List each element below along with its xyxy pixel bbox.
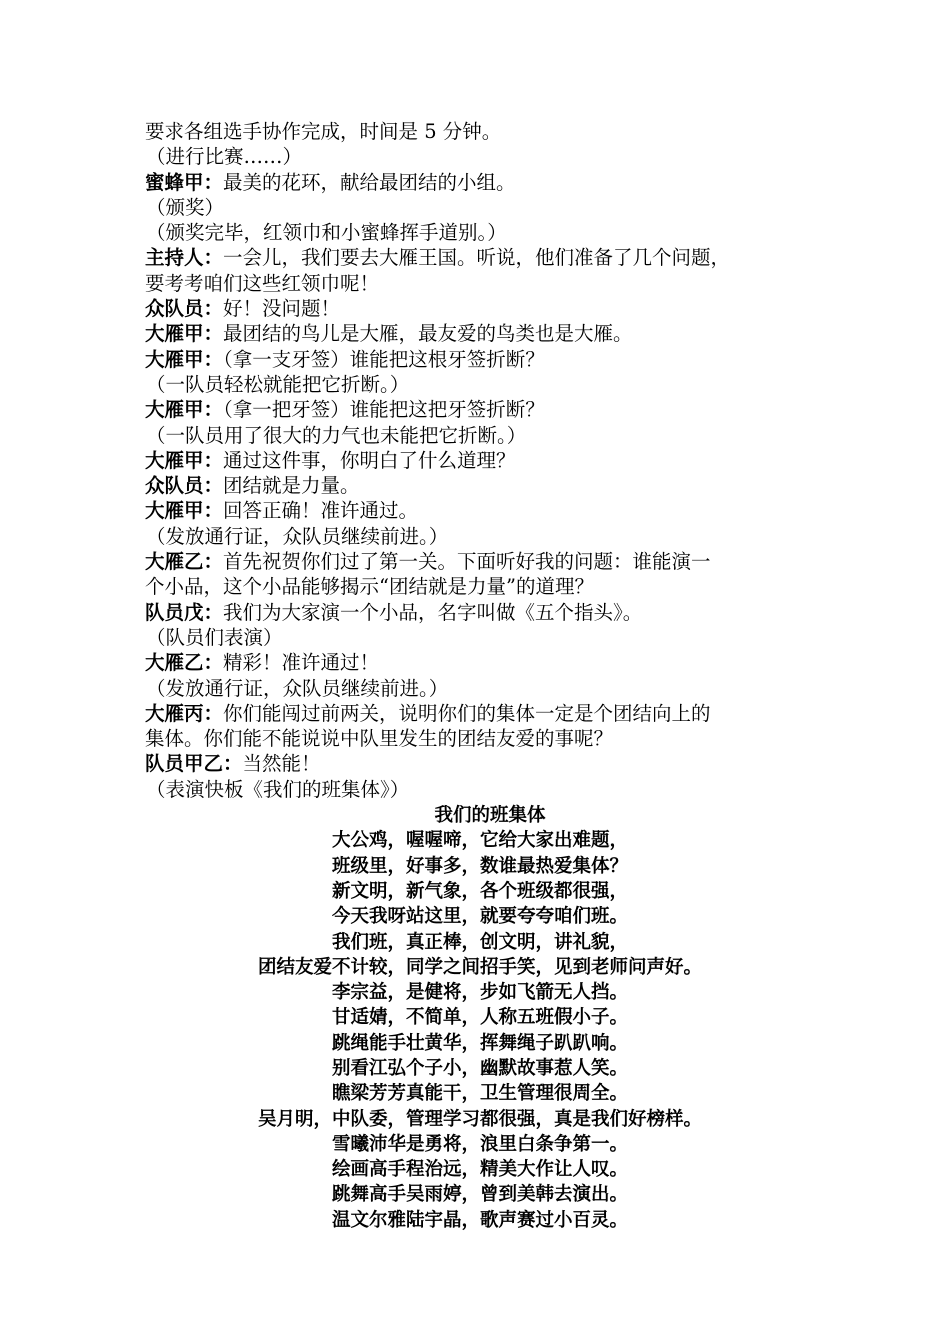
poem-line: 大公鸡，喔喔啼，它给大家出难题， [331,830,628,852]
dialogue-line [145,448,835,473]
poem-line: 甘适婧，不简单，人称五班假小子。 [331,1007,628,1029]
text-line: 个小品，这个小品能够揭示“团结就是力量”的道理？ [145,575,594,599]
text-line: 集体。你们能不能说说中队里发生的团结友爱的事呢？ [145,727,614,751]
poem-section [145,828,835,1233]
speech-text: 回答正确！准许通过。 [223,499,419,523]
speech-text: 首先祝贺你们过了第一关。下面听好我的问题：谁能演一 [223,550,711,574]
dialogue-section [145,119,835,802]
poem-line: 雪曦沛华是勇将，浪里白条争第一。 [331,1133,628,1155]
speaker-label: 大雁甲： [145,398,224,422]
speaker-label: 大雁甲： [145,499,224,523]
stage-direction: （表演快板《我们的班集体》） [146,777,410,801]
dialogue-line [145,245,835,270]
dialogue-line [145,321,835,346]
speech-text: 最团结的鸟儿是大雁，最友爱的鸟类也是大雁。 [223,322,633,346]
poem-line: 吴月明，中队委，管理学习都很强，真是我们好榜样。 [257,1108,702,1130]
poem-line: 别看江弘个子小，幽默故事惹人笑。 [331,1057,628,1079]
speaker-label: 大雁丙： [145,701,224,725]
speech-text: 一会儿，我们要去大雁王国。听说，他们准备了几个问题， [223,246,731,270]
poem-line: 班级里，好事多，数谁最热爱集体？ [331,855,628,877]
poem-line: 新文明，新气象，各个班级都很强， [331,880,628,902]
dialogue-line [145,600,835,625]
poem-line: 瞧梁芳芳真能干，卫生管理很周全。 [331,1083,628,1105]
dialogue-line [145,473,835,498]
dialogue-line [145,498,835,523]
poem-title: 我们的班集体 [434,805,546,827]
poem-line: 绘画高手程治远，精美大作让人叹。 [331,1159,628,1181]
text-line: 要考考咱们这些红领巾呢！ [145,271,380,295]
stage-direction: （颁奖完毕，红领巾和小蜜蜂挥手道别。） [146,221,507,245]
speaker-label: 主持人： [145,246,224,270]
dialogue-line [145,549,835,574]
dialogue-line [145,650,835,675]
speech-text: 我们为大家演一个小品，名字叫做《五个指头》。 [223,600,643,624]
speaker-label: 大雁甲： [145,322,224,346]
speaker-label: 大雁甲： [145,448,224,472]
speaker-label: 大雁乙： [145,550,224,574]
speaker-label: 蜜蜂甲： [145,170,224,194]
dialogue-line [145,397,835,422]
speech-text: （拿一支牙签）谁能把这根牙签折断？ [223,347,545,371]
speaker-label: 众队员： [145,297,224,321]
speaker-label: 众队员： [145,474,224,498]
dialogue-line [145,751,835,776]
dialogue-line [145,296,835,321]
stage-direction: （一队员轻松就能把它折断。） [146,372,410,396]
stage-direction: （队员们表演） [146,625,283,649]
poem-line: 跳舞高手吴雨婷，曾到美韩去演出。 [331,1184,628,1206]
poem-line: 团结友爱不计较，同学之间招手笑，见到老师问声好。 [257,956,702,978]
speech-text: （拿一把牙签）谁能把这把牙签折断？ [223,398,545,422]
speech-text: 当然能！ [242,752,321,776]
stage-direction: （颁奖） [146,195,225,219]
poem-line: 我们班，真正棒，创文明，讲礼貌， [331,931,628,953]
poem-line: 跳绳能手壮黄华，挥舞绳子趴趴响。 [331,1032,628,1054]
speaker-label: 队员甲乙： [145,752,243,776]
dialogue-line [145,347,835,372]
dialogue-line [145,701,835,726]
speech-text: 最美的花环，献给最团结的小组。 [223,170,516,194]
poem-line: 温文尔雅陆宇晶，歌声赛过小百灵。 [331,1209,628,1231]
stage-direction: （一队员用了很大的力气也未能把它折断。） [146,423,527,447]
speech-text: 精彩！准许通过！ [223,651,380,675]
speaker-label: 大雁甲： [145,347,224,371]
speech-text: 好！没问题！ [223,297,341,321]
speaker-label: 队员戊： [145,600,224,624]
document-content [145,119,835,1233]
text-line: 要求各组选手协作完成，时间是 5 分钟。 [145,120,502,143]
dialogue-line [145,170,835,195]
speech-text: 通过这件事，你明白了什么道理？ [223,448,516,472]
poem-line: 今天我呀站这里，就要夸夸咱们班。 [331,906,628,928]
stage-direction: （发放通行证，众队员继续前进。） [146,524,449,548]
poem-line: 李宗益，是健将，步如飞箭无人挡。 [331,982,628,1004]
speech-text: 团结就是力量。 [223,474,360,498]
stage-direction: （发放通行证，众队员继续前进。） [146,676,449,700]
speech-text: 你们能闯过前两关，说明你们的集体一定是个团结向上的 [223,701,711,725]
speaker-label: 大雁乙： [145,651,224,675]
stage-direction: （进行比赛……） [146,145,303,169]
